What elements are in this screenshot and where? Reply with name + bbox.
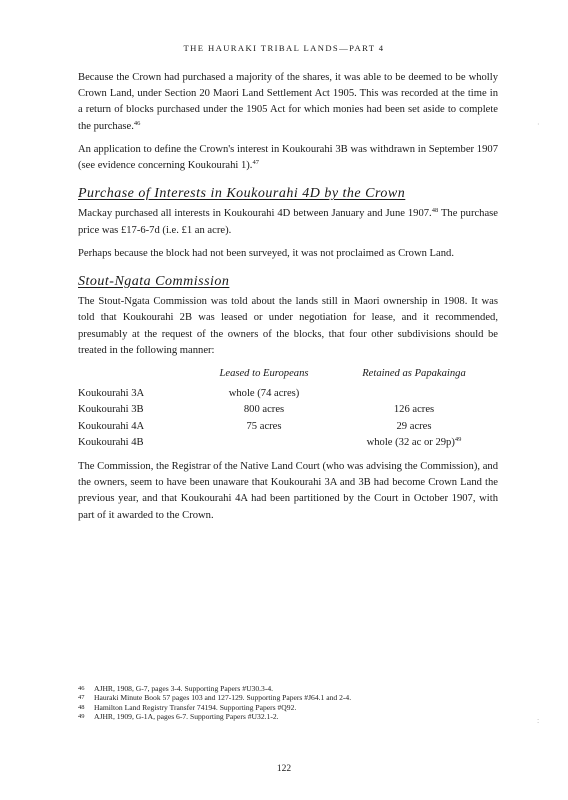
retained-value: 126 acres	[393, 404, 435, 416]
footnote-number: 46	[78, 685, 85, 692]
retained-value: whole (32 ac or 29p)	[366, 436, 455, 448]
table-row	[78, 386, 498, 402]
footnotes	[78, 684, 498, 721]
leased-value: whole (74 acres)	[228, 388, 300, 400]
footnote	[78, 703, 498, 712]
block-name: Koukourahi 3B	[78, 404, 144, 416]
running-head: THE HAURAKI TRIBAL LANDS—PART 4	[183, 43, 385, 53]
table-row	[78, 402, 498, 418]
subdivision-table	[78, 366, 498, 451]
paragraph: The Stout-Ngata Commission was told about the lands still in Maori ownership in 1908. It was told that Koukourahi 2B was leased or under negotiation for lease, and it recommended, presumably at the request of the owners of the blocks, that four other subdivisions should be treated in the following manner:	[78, 296, 498, 356]
leased-value: 75 acres	[246, 420, 282, 432]
leased-value	[198, 435, 330, 451]
block-name: Koukourahi 3A	[78, 388, 145, 400]
footnote-number: 49	[78, 712, 85, 720]
table-header: Leased to Europeans	[219, 368, 309, 380]
footnote-ref[interactable]: 46	[133, 119, 141, 127]
paragraph	[78, 70, 498, 135]
footnote-number: 48	[78, 703, 85, 711]
paragraph-text: Because the Crown had purchased a majority of the shares, it was able to be deemed to be wholly Crown Land, under Section 20 Maori Land Settlement Act 1905. This was recorded at the time in a return of blocks purchased under the 1905 Act for which monies had been set aside to complete the purchase.	[78, 72, 498, 132]
leased-value: 800 acres	[243, 404, 285, 416]
paragraph-text: The purchase price was £17-6-7d (i.e. £1 an acre).	[78, 208, 498, 236]
table-header-row	[78, 366, 498, 386]
scan-speck: :	[537, 716, 540, 725]
block-name: Koukourahi 4A	[78, 420, 145, 432]
paragraph-text: Mackay purchased all interests in Koukourahi 4D between January and June 1907.	[78, 208, 432, 220]
paragraph	[78, 206, 498, 238]
table-header: Retained as Papakainga	[362, 368, 466, 380]
footnote-ref[interactable]: 48	[431, 207, 439, 215]
footnote	[78, 712, 498, 721]
footnote-text: AJHR, 1909, G-1A, pages 6-7. Supporting Papers #U32.1-2.	[94, 711, 279, 721]
paragraph: The Commission, the Registrar of the Native Land Court (who was advising the Commission), and the owners, seem to have been unaware that Koukourahi 3A and 3B had become Crown Land the previous year, and that Koukourahi 4A had been partitioned by the Court in October 1907, with part of it awarded to the Crown.	[78, 461, 498, 521]
paragraph: Perhaps because the block had not been surveyed, it was not proclaimed as Crown Land.	[78, 247, 454, 259]
table-row	[78, 419, 498, 435]
retained-value	[330, 386, 498, 402]
retained-cell	[330, 435, 498, 451]
footnote-ref[interactable]: 47	[252, 159, 259, 167]
scan-speck: ·	[537, 120, 540, 129]
footnote-ref[interactable]: 49	[454, 435, 462, 443]
section-heading: Purchase of Interests in Koukourahi 4D by the Crown	[78, 186, 406, 202]
retained-value: 29 acres	[396, 420, 432, 432]
block-name: Koukourahi 4B	[78, 436, 144, 448]
paragraph	[78, 142, 498, 174]
table-header	[78, 366, 198, 386]
body-text	[78, 70, 498, 531]
footnote-number: 47	[78, 694, 85, 702]
page-number: 122	[276, 764, 292, 774]
footnote	[78, 684, 498, 693]
footnote-text: Hamilton Land Registry Transfer 74194. Supporting Papers #Q92.	[94, 702, 297, 712]
footnote-text: Hauraki Minute Book 57 pages 103 and 127-129. Supporting Papers #J64.1 and 2-4.	[94, 693, 352, 703]
section-heading: Stout-Ngata Commission	[78, 274, 230, 290]
table-row	[78, 435, 498, 451]
paragraph-text: An application to define the Crown's interest in Koukourahi 3B was withdrawn in September 1907 (see evidence concerning Koukourahi 1).	[78, 143, 498, 172]
footnote	[78, 693, 498, 702]
footnote-text: AJHR, 1908, G-7, pages 3-4. Supporting Papers #U30.3-4.	[94, 684, 274, 693]
